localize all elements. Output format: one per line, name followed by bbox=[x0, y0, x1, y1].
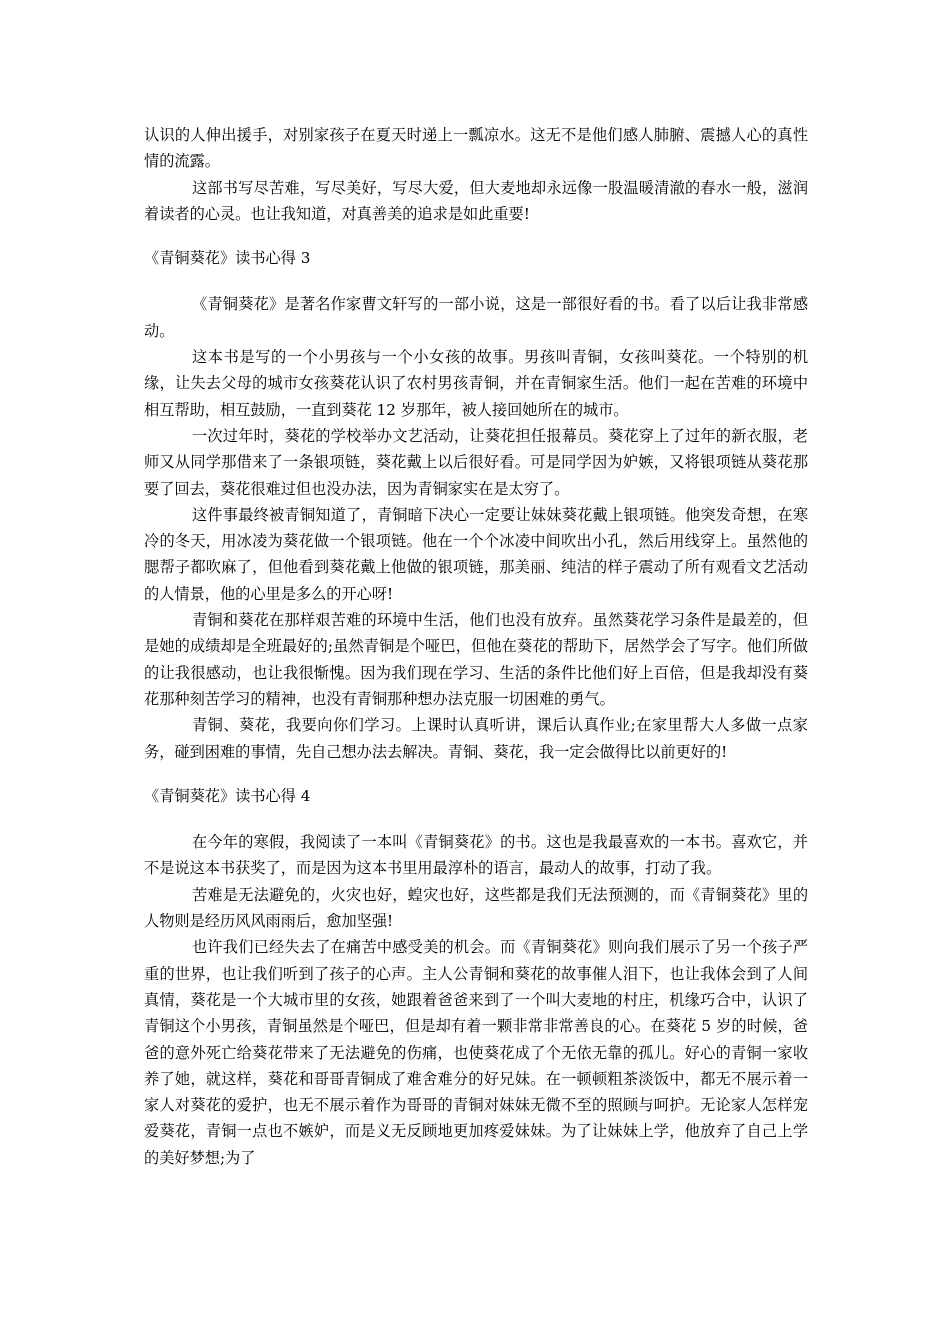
section-3-title: 《青铜葵花》读书心得 3 bbox=[144, 249, 311, 268]
section-4-paragraph: 也许我们已经失去了在痛苦中感受美的机会。而《青铜葵花》则向我们展示了另一个孩子严重的世界，也让我们听到了孩子的心声。主人公青铜和葵花的故事催人泪下，也让我体会到了人间真情，葵花是一个大城市里的女孩，她跟着爸爸来到了一个叫大麦地的村庄，机缘巧合中，认识了青铜这个小男孩，青铜虽然是个哑巴，但是却有着一颗非常非常善良的心。在葵花 5 岁的时候，爸爸的意外死亡给葵花带来了无法避免的伤痛，也使葵花成了个无依无靠的孤儿。好心的青铜一家收养了她，就这样，葵花和哥哥青铜成了难舍难分的好兄妹。在一顿顿粗茶淡饭中，都无不展示着一家人对葵花的爱护，也无不展示着作为哥哥的青铜对妹妹无微不至的照顾与呵护。无论家人怎样宠爱葵花，青铜一点也不嫉妒，而是义无反顾地更加疼爱妹妹。为了让妹妹上学，他放弃了自己上学的美好梦想;为了 bbox=[144, 938, 808, 1167]
document-body bbox=[144, 122, 808, 1171]
section-3-paragraph: 《青铜葵花》是著名作家曹文轩写的一部小说，这是一部很好看的书。看了以后让我非常感动。 bbox=[144, 295, 808, 340]
section-4-paragraph: 在今年的寒假，我阅读了一本叫《青铜葵花》的书。这也是我最喜欢的一本书。喜欢它，并不是说这本书获奖了，而是因为这本书里用最淳朴的语言，最动人的故事，打动了我。 bbox=[144, 833, 808, 878]
section-3-paragraph: 青铜和葵花在那样艰苦难的环境中生活，他们也没有放弃。虽然葵花学习条件是最差的，但是她的成绩却是全班最好的;虽然青铜是个哑巴，但他在葵花的帮助下，居然学会了写字。他们所做的让我很感动，也让我很惭愧。因为我们现在学习、生活的条件比他们好上百倍，但是我却没有葵花那种刻苦学习的精神，也没有青铜那种想办法克服一切困难的勇气。 bbox=[144, 611, 808, 708]
section-3-paragraph: 这本书是写的一个小男孩与一个小女孩的故事。男孩叫青铜，女孩叫葵花。一个特别的机缘，让失去父母的城市女孩葵花认识了农村男孩青铜，并在青铜家生活。他们一起在苦难的环境中相互帮助，相互鼓励，一直到葵花 12 岁那年，被人接回她所在的城市。 bbox=[144, 348, 808, 419]
paragraph-intro-2: 这部书写尽苦难，写尽美好，写尽大爱，但大麦地却永远像一股温暖清澈的春水一般，滋润着读者的心灵。也让我知道，对真善美的追求是如此重要! bbox=[144, 178, 808, 223]
section-3-paragraph: 这件事最终被青铜知道了，青铜暗下决心一定要让妹妹葵花戴上银项链。他突发奇想，在寒冷的冬天，用冰凌为葵花做一个银项链。他在一个个冰凌中间吹出小孔，然后用线穿上。虽然他的腮帮子都吹麻了，但他看到葵花戴上他做的银项链，那美丽、纯洁的样子震动了所有观看文艺活动的人情景，他的心里是多么的开心呀! bbox=[144, 505, 808, 603]
paragraph-intro-1: 认识的人伸出援手，对别家孩子在夏天时递上一瓢凉水。这无不是他们感人肺腑、震撼人心的真性情的流露。 bbox=[144, 126, 808, 171]
section-3-paragraph: 青铜、葵花，我要向你们学习。上课时认真听讲，课后认真作业;在家里帮大人多做一点家务，碰到困难的事情，先自己想办法去解决。青铜、葵花，我一定会做得比以前更好的! bbox=[144, 716, 808, 761]
section-3-paragraph: 一次过年时，葵花的学校举办文艺活动，让葵花担任报幕员。葵花穿上了过年的新衣服，老师又从同学那借来了一条银项链，葵花戴上以后很好看。可是同学因为妒嫉，又将银项链从葵花那要了回去，葵花很难过但也没办法，因为青铜家实在是太穷了。 bbox=[144, 426, 808, 498]
section-4-paragraph: 苦难是无法避免的，火灾也好，蝗灾也好，这些都是我们无法预测的，而《青铜葵花》里的人物则是经历风风雨雨后，愈加坚强! bbox=[144, 885, 808, 931]
section-4-title: 《青铜葵花》读书心得 4 bbox=[144, 786, 311, 805]
